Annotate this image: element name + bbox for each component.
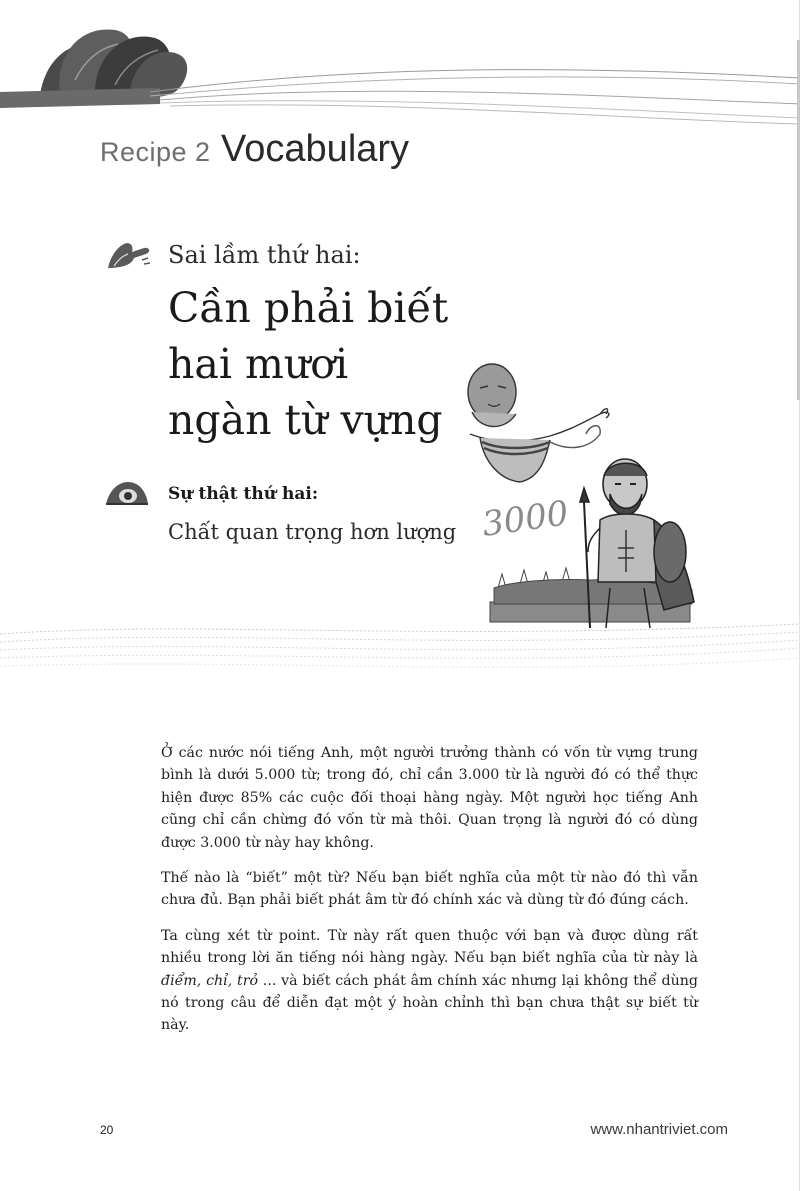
eye-icon: [104, 478, 150, 508]
body-paragraph: [161, 925, 698, 1037]
spinach-leaves-image: [40, 29, 187, 98]
page-edge: [794, 0, 800, 1191]
myth-label: Sai lầm thứ hai:: [168, 241, 361, 269]
body-paragraph: Ở các nước nói tiếng Anh, một người trưởng thành có vốn từ vựng trung bình là dưới 5.000 từ; trong đó, chỉ cần 3.000 từ là người đó có thể thực hiện được 85% các cuộc đối thoại hàng ngày. Một người học tiếng Anh cũng chỉ cần chừng đó vốn từ mà thôi. Quan trọng là người đó có dùng được 3.000 từ này hay không.: [161, 745, 698, 851]
number-3000-text: 3000: [479, 493, 571, 545]
pointing-hand-icon: [104, 238, 154, 272]
page-number: 20: [100, 1123, 114, 1137]
myth-title: [168, 280, 468, 448]
woman-figure: [468, 364, 609, 482]
section-divider: [0, 612, 800, 692]
body-text: [161, 742, 698, 1050]
truth-text: Chất quan trọng hơn lượng: [168, 520, 457, 544]
body-text-segment: Ta cùng xét từ point. Từ này rất quen thuộc với bạn và được dùng rất nhiều trong lời ăn tiếng nói hàng ngày. Nếu bạn biết nghĩa của từ này là: [161, 927, 698, 967]
website-url: www.nhantriviet.com: [590, 1121, 728, 1138]
myth-title-line: Cần phải biết: [168, 284, 449, 332]
body-text-segment: ... và biết cách phát âm chính xác nhưng lại không thể dùng nó trong câu để diễn đạt một ý hoàn chỉnh thì bạn chưa thật sự biết từ này.: [161, 972, 698, 1034]
myth-title-line: ngàn từ vựng: [168, 396, 443, 444]
recipe-title: Vocabulary: [221, 128, 410, 170]
body-italic-segment: điểm, chỉ, trỏ: [161, 972, 259, 989]
warrior-illustration: [450, 352, 700, 637]
myth-title-line: hai mươi: [168, 340, 349, 388]
recipe-label: Recipe 2: [100, 137, 211, 167]
body-paragraph: Thế nào là “biết” một từ? Nếu bạn biết nghĩa của một từ nào đó thì vẫn chưa đủ. Bạn phải biết phát âm từ đó chính xác và dùng từ đó đúng cách.: [161, 870, 698, 909]
truth-label: Sự thật thứ hai:: [168, 484, 319, 504]
recipe-heading: [100, 128, 409, 171]
